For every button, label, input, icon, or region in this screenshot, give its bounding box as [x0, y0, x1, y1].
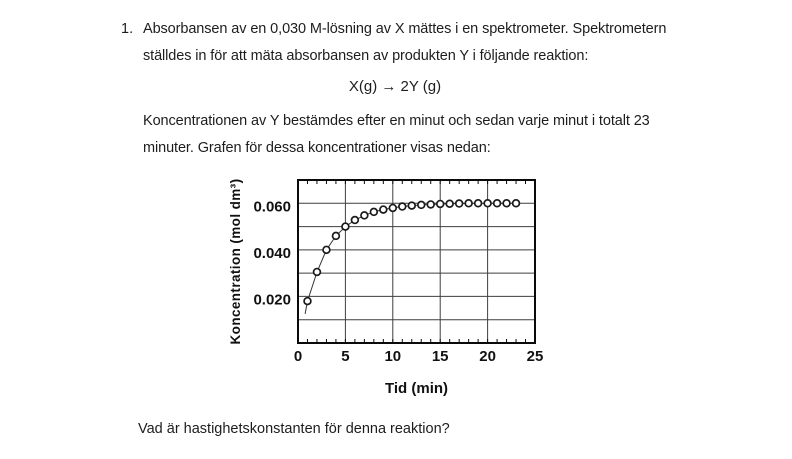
fit-line — [305, 203, 516, 314]
reaction-equation: X(g) → 2Y (g) — [348, 78, 442, 95]
x-tick-label: 10 — [384, 348, 402, 365]
data-point — [323, 246, 330, 253]
y-axis-title: Koncentration (mol dm³) — [228, 178, 243, 345]
data-point — [494, 200, 501, 207]
data-point — [351, 217, 358, 224]
y-tick-label: 0.020 — [253, 291, 291, 309]
problem-number: 1. — [121, 21, 134, 37]
data-point — [484, 200, 491, 207]
data-point — [333, 232, 340, 239]
data-point — [503, 200, 510, 207]
data-point — [342, 223, 349, 230]
y-tick-label: 0.040 — [253, 244, 291, 262]
data-point — [304, 298, 311, 305]
data-point — [361, 212, 368, 219]
data-point — [399, 203, 406, 210]
problem-statement — [143, 16, 666, 70]
data-point — [456, 200, 463, 207]
x-tick-label: 20 — [479, 348, 496, 365]
question-text: Vad är hastighetskonstanten för denna reaktion? — [138, 421, 450, 437]
x-tick-label: 25 — [526, 348, 544, 365]
data-point — [465, 200, 472, 207]
x-tick-label: 5 — [341, 348, 350, 365]
x-tick-label: 15 — [431, 348, 449, 365]
text-line: Koncentrationen av Y bestämdes efter en minut och sedan varje minut i totalt 23 — [143, 113, 650, 129]
text-line: Absorbansen av en 0,030 M-lösning av X mättes i en spektrometer. Spektrometern — [143, 21, 667, 37]
data-point — [437, 201, 444, 208]
text-line: ställdes in för att mäta absorbansen av produkten Y i följande reaktion: — [143, 48, 589, 64]
data-point — [408, 202, 415, 209]
data-point — [314, 269, 321, 276]
measurement-description — [143, 108, 650, 162]
concentration-time-chart — [225, 172, 547, 404]
data-point — [446, 200, 453, 207]
data-point — [389, 205, 396, 212]
y-tick-label: 0.060 — [253, 198, 291, 216]
data-point — [418, 202, 425, 209]
data-point — [427, 201, 434, 208]
x-tick-label: 0 — [293, 348, 303, 365]
x-axis-title: Tid (min) — [384, 380, 449, 397]
text-line: minuter. Grafen för dessa koncentrationer visas nedan: — [143, 140, 491, 156]
data-point — [513, 200, 520, 207]
data-point — [370, 209, 377, 216]
data-point — [475, 200, 482, 207]
data-point — [380, 206, 387, 213]
